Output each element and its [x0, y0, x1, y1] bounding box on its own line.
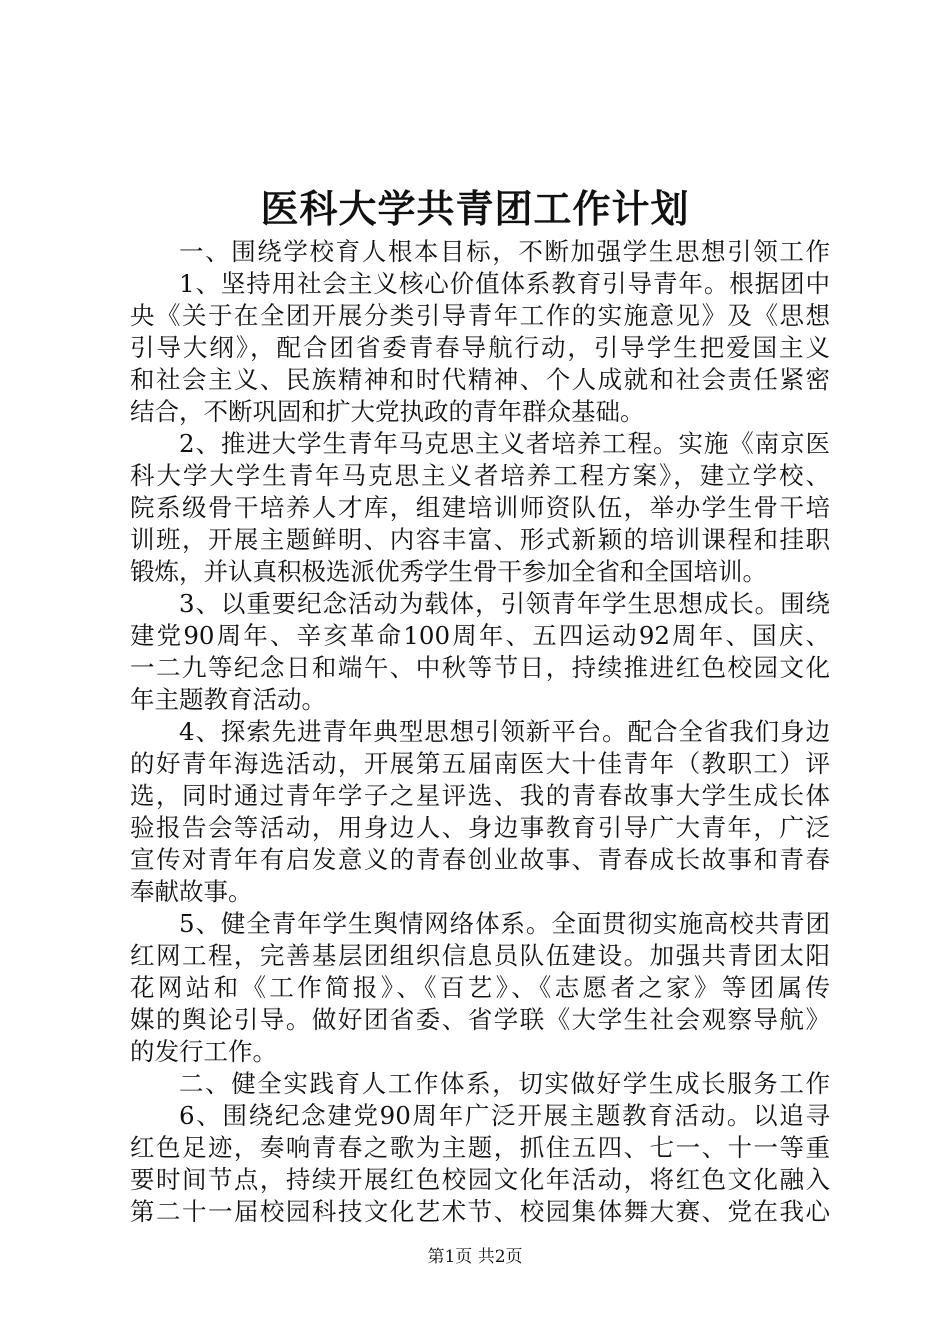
- paragraph-line: 要时间节点，持续开展红色校园文化年活动，将红色文化融入: [130, 1165, 830, 1194]
- paragraph-line: 红网工程，完善基层团组织信息员队伍建设。加强共青团太阳: [130, 941, 830, 970]
- section-heading: 二、健全实践育人工作体系，切实做好学生成长服务工作: [179, 1069, 830, 1098]
- paragraph-line: 一二九等纪念日和端午、中秋等节日，持续推进红色校园文化: [130, 653, 830, 682]
- paragraph-line: 6、围绕纪念建党90周年广泛开展主题教育活动。以追寻: [179, 1101, 830, 1130]
- paragraph-line: 结合，不断巩固和扩大党执政的青年群众基础。: [130, 397, 645, 426]
- section-heading: 一、围绕学校育人根本目标，不断加强学生思想引领工作: [179, 237, 830, 266]
- paragraph-line: 宣传对青年有启发意义的青春创业故事、青春成长故事和青春: [130, 845, 830, 874]
- document-body: [130, 236, 830, 1228]
- paragraph-line: 院系级骨干培养人才库，组建培训师资队伍，举办学生骨干培: [130, 493, 830, 522]
- paragraph-line: 4、探索先进青年典型思想引领新平台。配合全省我们身边: [179, 717, 830, 746]
- page-number-footer: 第1页 共2页: [427, 1247, 523, 1267]
- paragraph-line: 媒的舆论引导。做好团省委、省学联《大学生社会观察导航》: [130, 1005, 830, 1034]
- paragraph-line: 花网站和《工作简报》、《百艺》、《志愿者之家》等团属传: [130, 973, 830, 1002]
- paragraph-line: 红色足迹，奏响青春之歌为主题，抓住五四、七一、十一等重: [130, 1133, 830, 1162]
- paragraph-line: 训班，开展主题鲜明、内容丰富、形式新颖的培训课程和挂职: [130, 525, 830, 554]
- paragraph-line: 的好青年海选活动，开展第五届南医大十佳青年（教职工）评: [130, 749, 830, 778]
- paragraph-line: 建党90周年、辛亥革命100周年、五四运动92周年、国庆、: [130, 621, 830, 650]
- paragraph-line: 引导大纲》，配合团省委青春导航行动，引导学生把爱国主义: [130, 333, 830, 362]
- paragraph-line: 央《关于在全团开展分类引导青年工作的实施意见》及《思想: [130, 301, 830, 330]
- paragraph-line: 第二十一届校园科技文化艺术节、校园集体舞大赛、党在我心: [130, 1197, 830, 1226]
- paragraph-line: 3、以重要纪念活动为载体，引领青年学生思想成长。围绕: [179, 589, 830, 618]
- paragraph-line: 1、坚持用社会主义核心价值体系教育引导青年。根据团中: [179, 269, 830, 298]
- paragraph-line: 验报告会等活动，用身边人、身边事教育引导广大青年，广泛: [130, 813, 830, 842]
- paragraph-line: 选，同时通过青年学子之星评选、我的青春故事大学生成长体: [130, 781, 830, 810]
- paragraph-line: 奉献故事。: [130, 877, 253, 906]
- paragraph-line: 5、健全青年学生舆情网络体系。全面贯彻实施高校共青团: [179, 909, 830, 938]
- paragraph-line: 和社会主义、民族精神和时代精神、个人成就和社会责任紧密: [130, 365, 830, 394]
- paragraph-line: 2、推进大学生青年马克思主义者培养工程。实施《南京医: [179, 429, 830, 458]
- document-title: 医科大学共青团工作计划: [260, 186, 690, 231]
- paragraph-line: 科大学大学生青年马克思主义者培养工程方案》，建立学校、: [130, 461, 830, 490]
- paragraph-line: 年主题教育活动。: [130, 685, 326, 714]
- paragraph-line: 的发行工作。: [130, 1037, 277, 1066]
- paragraph-line: 锻炼，并认真积极选派优秀学生骨干参加全省和全国培训。: [130, 557, 767, 586]
